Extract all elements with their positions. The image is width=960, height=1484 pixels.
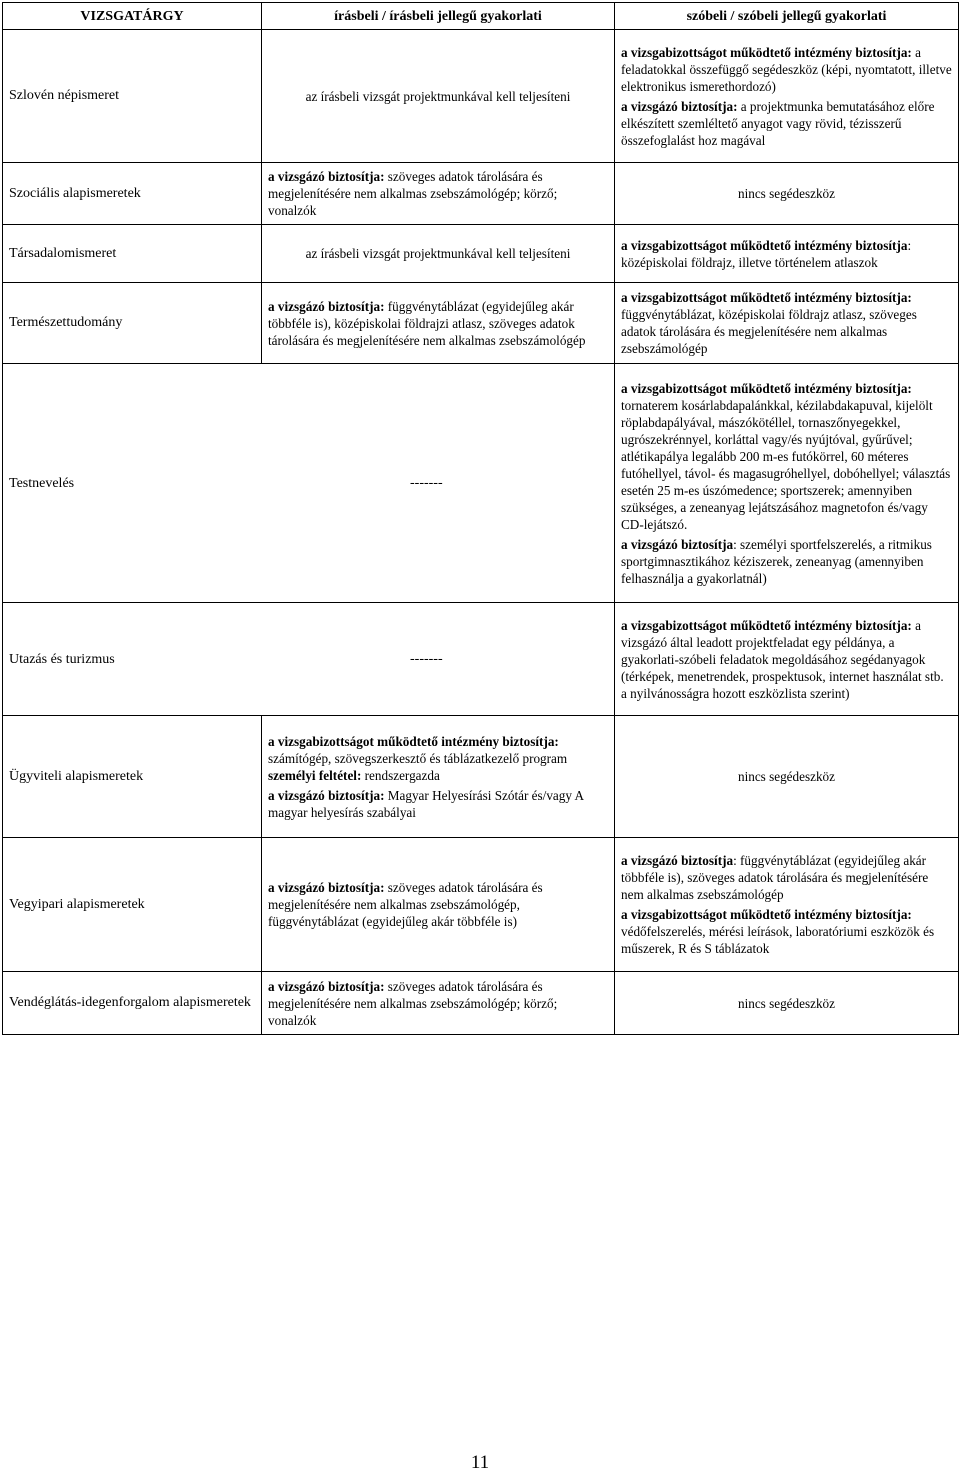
oral-text: a vizsgabizottságot működtető intézmény biztosítja: függvénytáblázat, középiskolai földrajz atlasz, szöveges adatok tárolására és megjelenítésére nem alkalmas zsebszámológép [621,290,917,356]
table-row [3,225,959,283]
written-text: a vizsgázó biztosítja: szöveges adatok tárolására és megjelenítésére nem alkalmas zsebszámológép; körző; vonalzók [268,169,558,218]
table-row [3,163,959,225]
written-dash: ------- [410,651,443,667]
header-oral: szóbeli / szóbeli jellegű gyakorlati [615,3,959,30]
subject-cell: Természettudomány [3,283,262,364]
subject-cell: Vendéglátás-idegenforgalom alapismeretek [3,972,262,1035]
written-cell [262,972,615,1035]
table-row [3,603,959,716]
written-text: az írásbeli vizsgát projektmunkával kell teljesíteni [305,246,571,261]
oral-text: a vizsgabizottságot működtető intézmény biztosítja: védőfelszerelés, mérési leírások, laboratóriumi eszközök és műszerek, R és S táblázatok [621,907,935,956]
oral-text: a vizsgabizottságot működtető intézmény biztosítja: középiskolai földrajz, illetve történelem atlaszok [621,237,912,270]
table-row [3,30,959,163]
subject-cell: Szlovén népismeret [3,30,262,163]
written-cell [262,163,615,225]
oral-cell [615,603,959,716]
oral-cell [615,30,959,163]
oral-text: a vizsgázó biztosítja: függvénytáblázat (egyidejűleg akár többféle is), szöveges adatok tárolására és megjelenítésére nem alkalmas zsebszámológép [621,853,929,902]
written-text: az írásbeli vizsgát projektmunkával kell teljesíteni [305,88,571,104]
oral-cell: nincs segédeszköz [615,163,959,225]
page-number: 11 [470,1452,490,1473]
oral-cell [615,225,959,283]
written-text: a vizsgabizottságot működtető intézmény biztosítja: számítógép, szövegszerkesztő és táblázatkezelő program személyi feltétel: rendszergazda [268,733,568,783]
oral-cell [615,364,959,603]
subject-cell: Ügyviteli alapismeretek [3,716,262,838]
exam-tools-table [2,2,959,1035]
oral-text: a vizsgabizottságot működtető intézmény biztosítja: tornaterem kosárlabdapalánkkal, kézilabdakapuval, kijelölt röplabdapályával, mászókötéllel, tornaszőnyegekkel, ugrószekrénnyel, korláttal vagy/és nyújtóval, gyűrűvel; atlétikapálya legalább 200 m-es futókörrel, 60 méteres futóhellyel, távol- és magasugróhellyel, dobóhellyel; választás esetén 25 m-es úszómedence; sportszerek; amennyiben szükséges, a zeneanyag lejátszásához magnetofon és/vagy CD-lejátszó. [621,380,951,532]
oral-text: a vizsgabizottságot működtető intézmény biztosítja: a feladatokkal összefüggő segédeszköz (képi, nyomtatott, illetve elektronikus ismerethordozó) [621,44,952,94]
oral-text: a vizsgázó biztosítja: a projektmunka bemutatásához előre elkészített szemléltető anyagot vagy rövid, tézisszerű összefoglalást hoz magával [621,98,935,148]
header-subject: VIZSGATÁRGY [3,3,262,30]
written-text: a vizsgázó biztosítja: szöveges adatok tárolására és megjelenítésére nem alkalmas zsebszámológép; körző; vonalzók [268,978,558,1028]
written-text: a vizsgázó biztosítja: függvénytáblázat (egyidejűleg akár többféle is), középiskolai földrajzi atlasz, szöveges adatok tárolására és megjelenítésére nem alkalmas zsebszámológép [268,298,586,348]
table-row [3,716,959,838]
written-cell [262,283,615,364]
written-text: a vizsgázó biztosítja: Magyar Helyesírási Szótár és/vagy A magyar helyesírás szabályai [268,787,584,820]
subject-cell: Vegyipari alapismeretek [3,838,262,972]
subject-label: Utazás és turizmus [9,651,115,667]
subject-dash-cell [3,364,615,603]
oral-text: a vizsgabizottságot működtető intézmény biztosítja: a vizsgázó által leadott projektfeladat egy példánya, a gyakorlati-szóbeli feladatok megoldásához segédanyagok (térképek, menetrendek, prospektusok, internet használat stb. a nyilvánosságra hozott eszközlista szerint) [621,617,944,701]
oral-cell [615,283,959,364]
oral-cell: nincs segédeszköz [615,716,959,838]
written-cell [262,225,615,283]
written-cell [262,30,615,163]
header-written: írásbeli / írásbeli jellegű gyakorlati [262,3,615,30]
oral-cell: nincs segédeszköz [615,972,959,1035]
subject-cell: Társadalomismeret [3,225,262,283]
oral-cell [615,838,959,972]
written-cell [262,716,615,838]
written-cell [262,838,615,972]
written-dash: ------- [410,475,443,491]
oral-text: a vizsgázó biztosítja: személyi sportfelszerelés, a ritmikus sportgimnasztikához kéziszerek, zeneanyag (amennyiben felhasználja a gyakorlatnál) [621,536,932,586]
table-row [3,283,959,364]
table-row [3,972,959,1035]
table-row [3,364,959,603]
header-row [3,3,959,30]
written-text: a vizsgázó biztosítja: szöveges adatok tárolására és megjelenítésére nem alkalmas zsebszámológép, függvénytáblázat (egyidejűleg akár többféle is) [268,880,543,929]
table-row [3,838,959,972]
subject-cell: Szociális alapismeretek [3,163,262,225]
subject-dash-cell [3,603,615,716]
subject-label: Testnevelés [9,475,75,491]
